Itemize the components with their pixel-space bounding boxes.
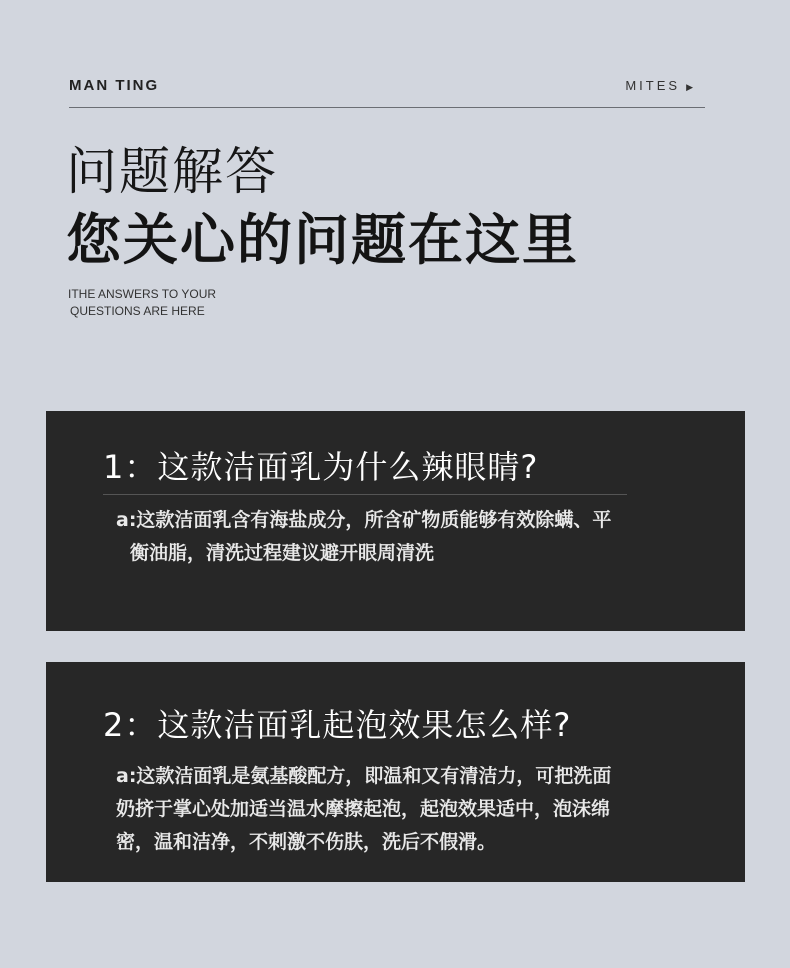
tagline-line-1: ITHE ANSWERS TO YOUR xyxy=(68,287,217,301)
english-tagline xyxy=(68,286,216,320)
header-divider xyxy=(69,107,705,108)
answer-line: a:这款洁面乳是氨基酸配方，即温和又有清洁力，可把洗面 xyxy=(116,765,612,787)
brand-name: MAN TING xyxy=(69,77,160,94)
faq-question-2: 2：这款洁面乳起泡效果怎么样? xyxy=(103,706,572,744)
answer-line: 奶挤于掌心处加适当温水摩擦起泡，起泡效果适中，泡沫绵 xyxy=(116,798,611,820)
faq-answer-2 xyxy=(116,760,716,859)
page-subtitle: 您关心的问题在这里 xyxy=(66,208,580,272)
answer-line: 衡油脂，清洗过程建议避开眼周清洗 xyxy=(130,542,435,564)
answer-line: 密，温和洁净，不刺激不伤肤，洗后不假滑。 xyxy=(116,831,497,853)
faq-divider-1 xyxy=(103,494,627,495)
faq-question-1: 1：这款洁面乳为什么辣眼睛? xyxy=(103,448,539,486)
play-arrow-icon: ▶ xyxy=(686,82,696,92)
tagline-line-2: QUESTIONS ARE HERE xyxy=(70,304,205,318)
answer-line: a:这款洁面乳含有海盐成分，所含矿物质能够有效除螨、平 xyxy=(116,509,612,531)
page-title: 问题解答 xyxy=(66,143,279,202)
mites-link[interactable] xyxy=(625,78,696,93)
mites-label: MITES xyxy=(625,78,681,93)
faq-card-2 xyxy=(46,662,745,882)
faq-answer-1 xyxy=(116,504,716,570)
faq-card-1 xyxy=(46,411,745,631)
